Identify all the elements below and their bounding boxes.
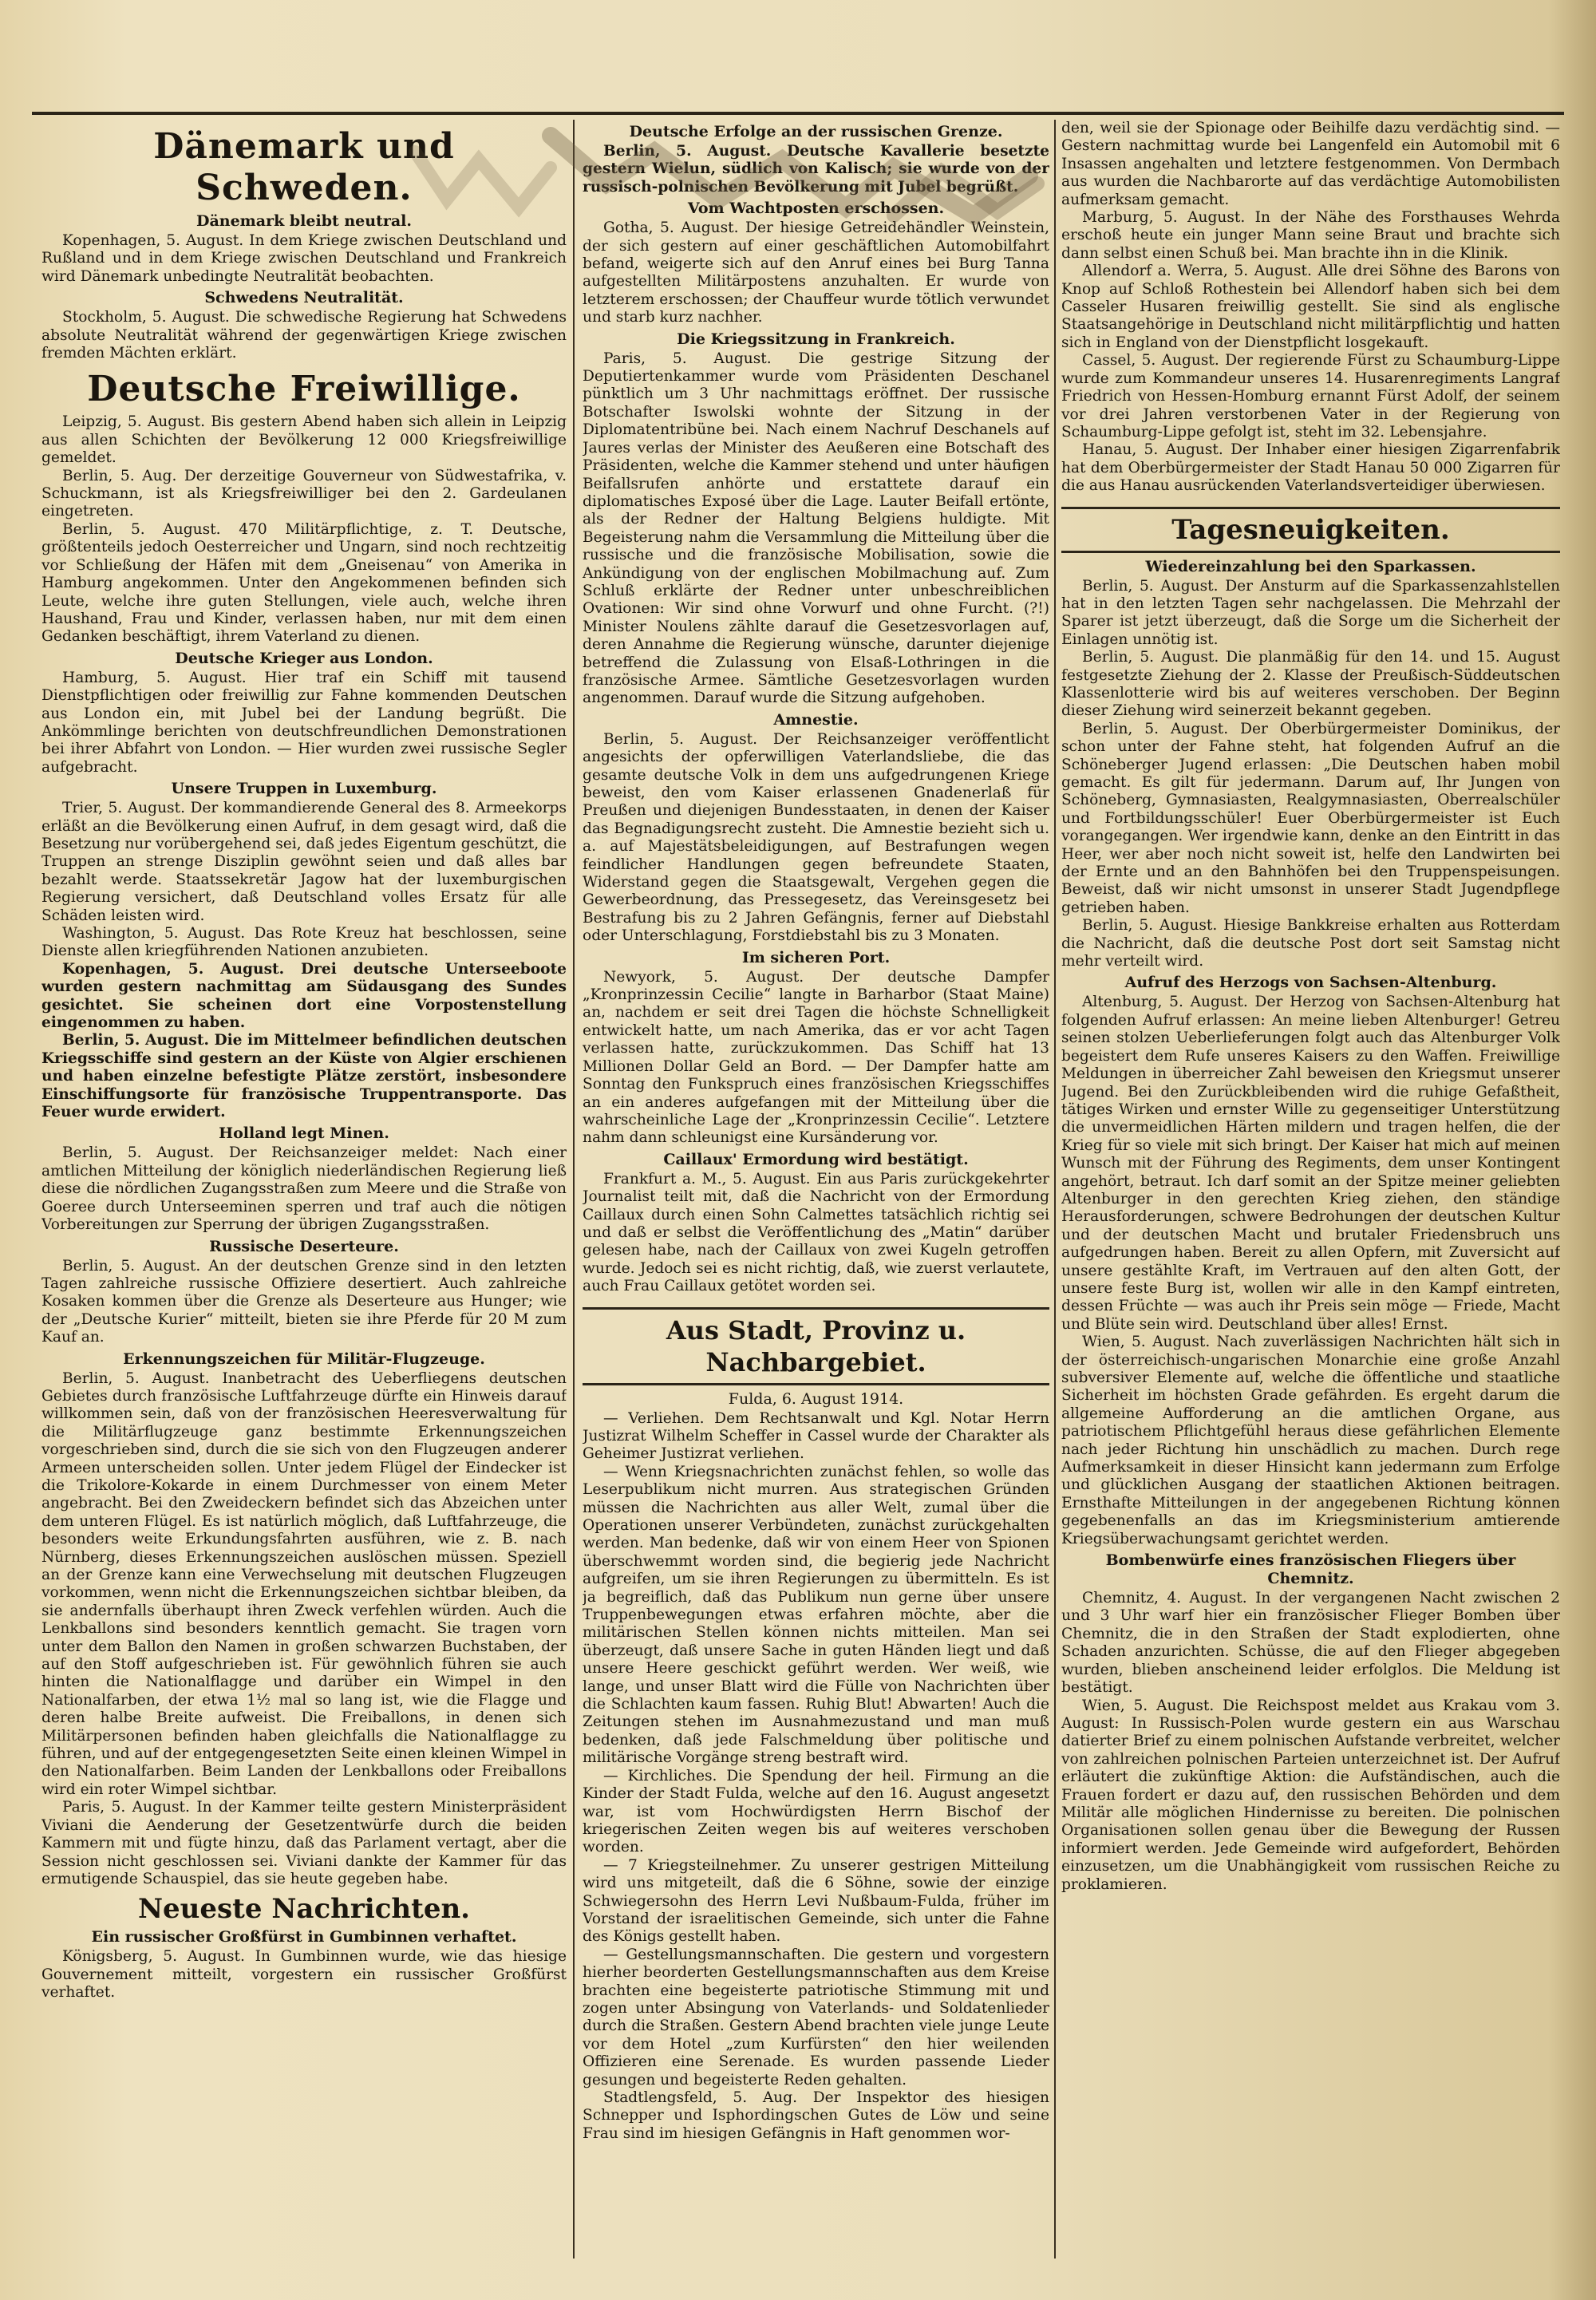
article-hamburg: Hamburg, 5. August. Hier traf ein Schiff mit tausend Dienstpflichtigen oder freiwillig zur Fahne kommenden Deutschen aus London ein, mit Jubel bei der Landung begrüßt. Die Ankömmlinge berichten von deutschfreundlichen Demonstrationen bei ihrer Abfahrt von London. — Hier wurden zwei russische Segler aufgebracht. bbox=[41, 669, 567, 776]
section-header-box bbox=[583, 1307, 1049, 1385]
article-berlin-deserteure: Berlin, 5. August. An der deutschen Grenze sind in den letzten Tagen zahlreiche russische Offiziere desertiert. Auch zahlreiche Kosaken kommen über die Grenze als Deserteure aus Hunger; wie der „Deutsche Kurier“ mitteilt, bieten sie ihre Pferde für 20 M zum Kauf an. bbox=[41, 1257, 567, 1346]
article-berlin-lotterie: Berlin, 5. August. Die planmäßig für den 14. und 15. August festgesetzte Ziehung der 2. Klasse der Preußisch-Süddeutschen Klassenlotterie wird bis auf weiteres verschoben. Der Beginn dieser Ziehung wird seinerzeit bekannt gegeben. bbox=[1061, 649, 1560, 720]
article-berlin-gneisenau: Berlin, 5. August. 470 Militärpflichtige, z. T. Deutsche, größtenteils jedoch Oesterreicher und Ungarn, sind noch rechtzeitig vor Schließung der Häfen mit dem „Gneisenau“ von Amerika in Hamburg angekommen. Unter den Angekommenen befinden sich Leute, welche ihre guten Stellungen, viele auch, welche ihren Haushand, Frau und Kinder, verlassen haben, nur mit dem einen Gedanken beschäftigt, ihrem Vaterland zu dienen. bbox=[41, 520, 567, 646]
headline-neueste-nachrichten: Neueste Nachrichten. bbox=[137, 1893, 471, 1926]
article-paris-kammer: Paris, 5. August. In der Kammer teilte gestern Ministerpräsident Viviani die Aenderung der Gesetzentwürfe durch die beiden Kammern mit und fügte hinzu, daß das Parlament vertagt, aber die Session nicht geschlossen sei. Viviani dankte der Kammer für das ermutigende Schauspiel, das sie heute gegeben habe. bbox=[41, 1799, 567, 1887]
subhead-sparkassen: Wiedereinzahlung bei den Sparkassen. bbox=[1145, 557, 1476, 575]
subhead-schweden-neutral: Schwedens Neutralität. bbox=[204, 289, 404, 307]
subhead-luxemburg: Unsere Truppen in Luxemburg. bbox=[171, 780, 437, 798]
article-berlin-mittelmeer: Berlin, 5. August. Die im Mittelmeer befindlichen deutschen Kriegsschiffe sind gestern an der Küste von Algier erschienen und haben einzelne befestigte Plätze zerstört, insbesondere Einschiffungsorte für französische Truppentransporte. Das Feuer wurde erwidert. bbox=[41, 1032, 567, 1121]
article-verliehen: — Verliehen. Dem Rechtsanwalt und Kgl. Notar Herrn Justizrat Wilhelm Scheffer in Cassel wurde der Charakter als Geheimer Justizrat verliehen. bbox=[583, 1409, 1049, 1463]
headline-daenemark-schweden: Dänemark und Schweden. bbox=[153, 126, 455, 208]
article-kriegsnachrichten: — Wenn Kriegsnachrichten zunächst fehlen, so wolle das Leserpublikum nicht murren. Aus strategischen Gründen müssen die Nachrichten aus aller Welt, zumal über die Operationen unserer Verbündeten, zunächst zurückgehalten werden. Man bedenke, daß wir von einem Heer von Spionen überschwemmt worden sind, die begierig jede Nachricht aufgreifen, um sie ihren Regierungen zu übermitteln. Es ist ja begreiflich, daß das Publikum nun gerne über unsere Truppenbewegungen etwas erfahren möchte, aber die militärischen Stellen können nichts mitteilen. Man sei überzeugt, daß unsere Sache in guten Händen liegt und daß unsere Heere geschickt geführt werden. Wer weiß, wie lange, und unser Blatt wird die Fülle von Nachrichten über die Schlachten kaum fassen. Ruhig Blut! Abwarten! Auch die Zeitungen stehen im Ausnahmezustand und man muß bedenken, daß jede Falschmeldung über politische und militärische Vorgänge streng bestraft wird. bbox=[583, 1463, 1049, 1767]
subhead-deserteure: Russische Deserteure. bbox=[209, 1237, 399, 1255]
article-trier: Trier, 5. August. Der kommandierende General des 8. Armeekorps erläßt an die Bevölkerung einen Aufruf, in dem gesagt wird, daß die Besetzung nur vorübergehend sei, daß jedes Eigentum geschützt, die Truppen an strenge Disziplin gewöhnt seien und daß alles bar bezahlt werde. Staatssekretär Jagow hat der luxemburgischen Regierung versichert, daß Deutschland volles Ersatz für alle Schäden leisten wird. bbox=[41, 800, 567, 924]
article-washington: Washington, 5. August. Das Rote Kreuz hat beschlossen, seine Dienste allen kriegführenden Nationen anzubieten. bbox=[41, 925, 567, 960]
article-continuation: den, weil sie der Spionage oder Beihilfe dazu verdächtig sind. — Gestern nachmittag wurde bei Langenfeld ein Automobil mit 6 Insassen angehalten und letztere festgenommen. Von Dermbach aus wurden die Nachbarorte auf das verdächtige Automobilisten aufmerksam gemacht. bbox=[1061, 120, 1560, 208]
headline-stadt-provinz: Aus Stadt, Provinz u. Nachbargebiet. bbox=[666, 1314, 966, 1377]
article-wien-krakau: Wien, 5. August. Die Reichspost meldet aus Krakau vom 3. August: In Russisch-Polen wurde gestern ein aus Warschau datierter Brief zu einem polnischen Aufstande verbreitet, welcher von zahlreichen polnischen Parteien unterzeichnet ist. Der Aufruf erläutert die zukünftige Aktion: die Aufständischen, auch die Frauen fordert er dazu auf, den russischen Behörden und dem Militär alle möglichen Hindernisse zu bereiten. Die polnischen Organisationen sollen genau über die Bewegung der Russen informiert werden. Jede Gemeinde wird aufgefordert, Behörden einzusetzen, um die Unabhängigkeit vom russischen Reiche zu proklamieren. bbox=[1061, 1697, 1560, 1893]
subhead-caillaux: Caillaux' Ermordung wird bestätigt. bbox=[663, 1150, 969, 1168]
subhead-holland: Holland legt Minen. bbox=[219, 1124, 389, 1143]
subhead-flugzeuge: Erkennungszeichen für Militär-Flugzeuge. bbox=[123, 1350, 485, 1368]
article-chemnitz: Chemnitz, 4. August. In der vergangenen Nacht zwischen 2 und 3 Uhr warf hier ein französischer Flieger Bomben über Chemnitz, die in den Straßen der Stadt explodierten, ohne Schaden anzurichten. Schüsse, die auf den Flieger abgegeben wurden, blieben anscheinend leider erfolglos. Die Meldung ist bestätigt. bbox=[1061, 1590, 1560, 1697]
article-berlin-flugzeuge: Berlin, 5. August. Inanbetracht des Ueberfliegens deutschen Gebietes durch französische Luftfahrzeuge dürfte ein Hinweis darauf willkommen sein, daß von der französischen Heeresverwaltung für die Militärflugzeuge ganz bestimmte Erkennungszeichen vorgeschrieben sind, durch die sie sich von den Flugzeugen anderer Armeen unterscheiden sollen. Unter jedem Flügel der Eindecker ist die Trikolore-Kokarde in einem Durchmesser von einem Meter angebracht. Bei den Zweideckern befindet sich das Abzeichen unter dem unteren Flügel. Es ist natürlich möglich, daß Luftfahrzeuge, die besonders weite Erkundungsfahrten ausführen, wie z. B. nach Nürnberg, dieses Erkennungszeichen auslöschen müssen. Speziell an der Grenze kann eine Verwechselung mit deutschen Flugzeugen vorkommen, wenn nicht die Erkennungszeichen sichtbar bleiben, da sie andernfalls überhaupt ihren Zweck verfehlen würden. Auch die Lenkballons sind besonders kenntlich gemacht. Sie tragen vorn unter dem Ballon den Namen in großen schwarzen Buchstaben, der auf den Stoff aufgeschrieben ist. Für gewöhnlich führen sie auch hinten die Nationalflagge und darüber ein Wimpel in den Nationalfarben, der etwa 1½ mal so lang ist, wie die Flagge und deren halbe Breite aufweist. Die Freiballons, in denen sich Militärpersonen befinden haben gleichfalls die Nationalflagge zu führen, und auf der entgegengesetzten Seite einen kleinen Wimpel in den Nationalfarben. Beim Landen der Lenkballons oder Freiballons wird ein roter Wimpel sichtbar. bbox=[41, 1369, 567, 1798]
subhead-hafen: Im sicheren Port. bbox=[741, 948, 891, 966]
article-berlin-dominikus: Berlin, 5. August. Der Oberbürgermeister Dominikus, der schon unter der Fahne steht, hat folgenden Aufruf an die Schöneberger Jugend erlassen: „Die Deutschen haben mobil gemacht. Es gilt für jedermann. Darum auf, Ihr Jungen von Schöneberg, Gymnasiasten, Realgymnasiasten, Oberrealschüler und Fortbildungsschüler! Euer Oberbürgermeister ist Euch vorangegangen. Wer irgendwie kann, denke an den Eintritt in das Heer, wer aber noch nicht soweit ist, helfe den Landwirten bei der Ernte und an den Bahnhöfen bei den Truppenspeisungen. Beweist, daß wir nicht umsonst in unserer Stadt Jugendpflege getrieben haben. bbox=[1061, 720, 1560, 916]
subhead-erfolge: Deutsche Erfolge an der russischen Grenze. bbox=[629, 123, 1003, 140]
article-berlin-holland: Berlin, 5. August. Der Reichsanzeiger meldet: Nach einer amtlichen Mitteilung der königlich niederländischen Regierung ließ diese die nördlichen Zugangsstraßen zum Meere und die Straße von Goeree durch Unterseeminen sperren und traf auch die nötigen Vorbereitungen zur Sperrung der übrigen Zugangsstraßen. bbox=[41, 1144, 567, 1234]
article-gotha: Gotha, 5. August. Der hiesige Getreidehändler Weinstein, der sich gestern auf einer geschäftlichen Automobilfahrt befand, weigerte sich auf den Anruf eines bei Burg Tanna aufgestellten Militärpostens anzuhalten. Er wurde von letzterem erschossen; der Chauffeur wurde tötlich verwundet und starb kurz nachher. bbox=[583, 219, 1049, 326]
section-header-box-tages bbox=[1061, 507, 1560, 553]
column-left bbox=[41, 120, 567, 2247]
article-hanau: Hanau, 5. August. Der Inhaber einer hiesigen Zigarrenfabrik hat dem Oberbürgermeister der Stadt Hanau 50 000 Zigarren für die aus Hanau ausrückenden Vaterlandsverteidiger überwiesen. bbox=[1061, 441, 1560, 495]
article-kriegsteilnehmer: — 7 Kriegsteilnehmer. Zu unserer gestrigen Mitteilung wird uns mitgeteilt, daß die 6 Söhne, sowie der einzige Schwiegersohn des Herrn Levi Nußbaum-Fulda, früher im Vorstand der israelitischen Gemeinde, sich unter die Fahne des Königs gestellt haben. bbox=[583, 1856, 1049, 1946]
headline-deutsche-freiwillige: Deutsche Freiwillige. bbox=[87, 369, 521, 410]
article-koenigsberg: Königsberg, 5. August. In Gumbinnen wurde, wie das hiesige Gouvernement mitteilt, vorgestern ein russischer Großfürst verhaftet. bbox=[41, 1948, 567, 2002]
subhead-altenburg: Aufruf des Herzogs von Sachsen-Altenburg. bbox=[1124, 974, 1497, 992]
article-wien: Wien, 5. August. Nach zuverlässigen Nachrichten hält sich in der österreichisch-ungarischen Monarchie eine große Anzahl subversiver Elemente auf, welche die öffentliche und staatliche Sicherheit im höchsten Grade gefährden. Es ergeht darum die allgemeine Aufforderung an die amtlichen Organe, aus patriotischem Pflichtgefühl heraus diese gefährlichen Elemente nach jeder Richtung hin unschädlich zu machen. Durch rege Aufmerksamkeit in dieser Hinsicht kann jedermann zum Erfolge und glücklichen Ausgang der staatlichen Aktionen beitragen. Ernsthafte Mitteilungen in der angegebenen Richtung können gegebenenfalls an das im Kriegsministerium amtierende Kriegsüberwachungsamt gerichtet werden. bbox=[1061, 1334, 1560, 1547]
article-cassel: Cassel, 5. August. Der regierende Fürst zu Schaumburg-Lippe wurde zum Kommandeur unseres 14. Husarenregiments Langraf Friedrich von Hessen-Homburg ernannt Fürst Adolf, der seinem vor drei Jahren verstorbenen Vater in der Regierung von Schaumburg-Lippe gefolgt ist, steht im 32. Lebensjahre. bbox=[1061, 352, 1560, 441]
article-berlin-post: Berlin, 5. August. Hiesige Bankkreise erhalten aus Rotterdam die Nachricht, daß die deutsche Post dort seit Samstag nicht mehr verteilt wird. bbox=[1061, 917, 1560, 970]
subhead-amnestie: Amnestie. bbox=[773, 710, 859, 729]
column-divider-right bbox=[1054, 120, 1056, 2259]
article-stadtlengsfeld: Stadtlengsfeld, 5. Aug. Der Inspektor des hiesigen Schnepper und Isphordingschen Gutes de Löw und seine Frau sind im hiesigen Gefängnis in Haft genommen wor- bbox=[583, 2089, 1049, 2142]
column-middle bbox=[583, 120, 1049, 2247]
article-altenburg: Altenburg, 5. August. Der Herzog von Sachsen-Altenburg hat folgenden Aufruf erlassen: An meine lieben Altenburger! Getreu seinen stolzen Ueberlieferungen folgt auch das Altenburger Volk begeistert dem Rufe unseres Kaisers zu den Waffen. Freiwillige Meldungen in überreicher Zahl beweisen den Kriegsmut unserer Jugend. Bei den Zurückbleibenden wird die ruhige Gefaßtheit, tätiges Wirken und ernster Wille zu gegenseitiger Unterstützung die unvermeidlichen Härten mildern und tragen helfen, die der Krieg für so viele mit sich bringt. Der Kaiser hat mich auf meinen Wunsch mit der Führung des Regiments, dem unser Kontingent angehört, betraut. Ich darf somit an der Spitze meiner geliebten Altenburger in den gerechten Krieg ziehen, den ständige Herausforderungen, schwere Bedrohungen der deutschen Kultur und der deutschen Macht und brutaler Friedensbruch uns aufgedrungen haben. Bereit zu allen Opfern, mit Zuversicht auf unsere gestählte Kraft, im Vertrauen auf den alten Gott, der unsere feste Burg ist, wollen wir alle in den Kampf eintreten, dessen Früchte — was auch ihr Preis sein möge — Friede, Macht und Blüte sein wird. Deutschland über alles! Ernst. bbox=[1061, 994, 1560, 1333]
article-gestellung: — Gestellungsmannschaften. Die gestern und vorgestern hierher beorderten Gestellungsmannschaften aus dem Kreise brachten eine begeisterte patriotische Stimmung mit und zogen unter Absingung von Vaterlands- und Soldatenlieder durch die Straßen. Gestern Abend brachten viele junge Leute vor dem Hotel „zum Kurfürsten“ den hier weilenden Offizieren eine Serenade. Es wurden passende Lieder gesungen und begeisterte Reden gehalten. bbox=[583, 1946, 1049, 2089]
article-leipzig: Leipzig, 5. August. Bis gestern Abend haben sich allein in Leipzig aus allen Schichten der Bevölkerung 12 000 Kriegsfreiwillige gemeldet. bbox=[41, 413, 567, 467]
column-right bbox=[1061, 120, 1560, 2247]
subhead-wachtposten: Vom Wachtposten erschossen. bbox=[687, 200, 945, 218]
article-paris-sitzung: Paris, 5. August. Die gestrige Sitzung der Deputiertenkammer wurde vom Präsidenten Deschanel pünktlich um 3 Uhr nachmittags eröffnet. Der russische Botschafter Iswolski wohnte der Sitzung in der Diplomatentribüne bei. Nach einem Nachruf Deschanels auf Jaures verlas der Minister des Aeußeren eine Botschaft des Präsidenten, welche die Kammer stehend und unter häufigen Beifallsrufen anhörte und erstattete darauf ein diplomatisches Exposé über die Lage. Lauter Beifall ertönte, als der Redner der Haltung Belgiens huldigte. Mit Begeisterung nahm die Versammlung die Mitteilung über die russische und die französische Mobilisation, sowie die Ankündigung von der englischen Mobilmachung auf. Zum Schluß erklärte der Redner unter unbeschreiblichen Ovationen: Wir sind ohne Vorwurf und ohne Furcht. (?!) Minister Noulens zählte darauf die Gesetzesvorlagen auf, deren Annahme die Regierung wünsche, darunter diejenige betreffend die Zulassung von Elsaß-Lothringen in die französische Armee. Sämtliche Gesetzesvorlagen wurden angenommen. Darauf wurde die Sitzung aufgehoben. bbox=[583, 350, 1049, 707]
headline-tagesneuigkeiten: Tagesneuigkeiten. bbox=[1171, 513, 1450, 546]
article-kirchliches: — Kirchliches. Die Spendung der heil. Firmung an die Kinder der Stadt Fulda, welche auf den 16. August angesetzt war, ist vom Hochwürdigsten Herrn Bischof der kriegerischen Zeiten wegen bis auf weiteres verschoben worden. bbox=[583, 1767, 1049, 1856]
top-rule bbox=[32, 112, 1564, 115]
subhead-daenemark-neutral: Dänemark bleibt neutral. bbox=[196, 212, 413, 230]
article-berlin-kavallerie: Berlin, 5. August. Deutsche Kavallerie besetzte gestern Wielun, südlich von Kalisch; sie wurde von der russisch-polnischen Bevölkerung mit Jubel begrüßt. bbox=[583, 143, 1049, 196]
article-berlin-sparkassen: Berlin, 5. August. Der Ansturm auf die Sparkassenzahlstellen hat in den letzten Tagen sehr nachgelassen. Die Mehrzahl der Sparer ist jetzt überzeugt, daß die Sorge um die Sicherheit der Einlagen unnötig ist. bbox=[1061, 577, 1560, 648]
subhead-frankreich: Die Kriegssitzung in Frankreich. bbox=[677, 330, 955, 348]
article-berlin-schuckmann: Berlin, 5. Aug. Der derzeitige Gouverneur von Südwestafrika, v. Schuckmann, ist als Kriegsfreiwilliger bei den 2. Gardeulanen eingetreten. bbox=[41, 467, 567, 520]
subhead-grossfuerst: Ein russischer Großfürst in Gumbinnen verhaftet. bbox=[91, 1928, 517, 1946]
subhead-london: Deutsche Krieger aus London. bbox=[175, 649, 433, 667]
column-divider-left bbox=[573, 120, 575, 2259]
subhead-chemnitz: Bombenwürfe eines französischen Fliegers über Chemnitz. bbox=[1105, 1551, 1516, 1588]
article-kopenhagen-unterseeboote: Kopenhagen, 5. August. Drei deutsche Unterseeboote wurden gestern nachmittag am Südausgang des Sundes gesichtet. Sie scheinen dort eine Vorpostenstellung eingenommen zu haben. bbox=[41, 960, 567, 1032]
article-allendorf: Allendorf a. Werra, 5. August. Alle drei Söhne des Barons von Knop auf Schloß Rothestein bei Allendorf haben sich bei dem Casseler Husaren freiwillig gestellt. Sie sind als englische Staatsangehörige in Deutschland nicht militärpflichtig und hatten sich in England von der Dienstpflicht losgekauft. bbox=[1061, 263, 1560, 351]
article-frankfurt: Frankfurt a. M., 5. August. Ein aus Paris zurückgekehrter Journalist teilt mit, daß die Nachricht von der Ermordung Caillaux durch einen Sohn Calmettes tatsächlich richtig sei und daß er selbst die Veröffentlichung des „Matin“ darüber gelesen habe, nach der Caillaux von zwei Kugeln getroffen wurde. Jedoch sei es nicht richtig, daß, wie zuerst verlautete, auch Frau Caillaux getötet worden sei. bbox=[583, 1170, 1049, 1295]
article-stockholm: Stockholm, 5. August. Die schwedische Regierung hat Schwedens absolute Neutralität während der gegenwärtigen Kriege zwischen fremden Mächten erklärt. bbox=[41, 309, 567, 362]
article-kopenhagen: Kopenhagen, 5. August. In dem Kriege zwischen Deutschland und Rußland und in dem Kriege zwischen Deutschland und Frankreich wird Dänemark unbedingte Neutralität beobachten. bbox=[41, 232, 567, 285]
article-berlin-amnestie: Berlin, 5. August. Der Reichsanzeiger veröffentlicht angesichts der opferwilligen Vaterlandsliebe, die das gesamte deutsche Volk in dem uns aufgedrungenen Kriege beweist, den vom Kaiser erlassenen Gnadenerlaß für Preußen und diejenigen Bundesstaaten, in denen der Kaiser das Begnadigungsrecht zusteht. Die Amnestie bezieht sich u. a. auf Majestätsbeleidigungen, auf Bestrafungen wegen feindlicher Handlungen gegen befreundete Staaten, Widerstand gegen die Staatsgewalt, Vergehen gegen die Gewerbeordnung, das Pressegesetz, das Vereinsgesetz bei Bestrafung bis zu 2 Jahren Gefängnis, ferner auf Diebstahl oder Unterschlagung, Forstdiebstahl bis zu 3 Monaten. bbox=[583, 730, 1049, 945]
article-newyork: Newyork, 5. August. Der deutsche Dampfer „Kronprinzessin Cecilie“ langte in Barharbor (Staat Maine) an, nachdem er seit drei Tagen die höchste Schnelligkeit entwickelt hatte, um nach Amerika, das er vor acht Tagen verlassen hatte, zurückzukommen. Das Schiff hat 13 Millionen Dollar Geld an Bord. — Der Dampfer hatte am Sonntag den Funkspruch eines französischen Kriegsschiffes an ein anderes aufgefangen mit der Mitteilung über die wahrscheinliche Lage der „Kronprinzessin Cecilie“. Letztere nahm dann schleunigst eine Kursänderung vor. bbox=[583, 968, 1049, 1147]
dateline-fulda: Fulda, 6. August 1914. bbox=[728, 1389, 904, 1408]
article-marburg: Marburg, 5. August. In der Nähe des Forsthauses Wehrda erschoß heute ein junger Mann seine Braut und brachte sich dann selbst einen Schuß bei. Man brachte ihn in die Klinik. bbox=[1061, 209, 1560, 262]
